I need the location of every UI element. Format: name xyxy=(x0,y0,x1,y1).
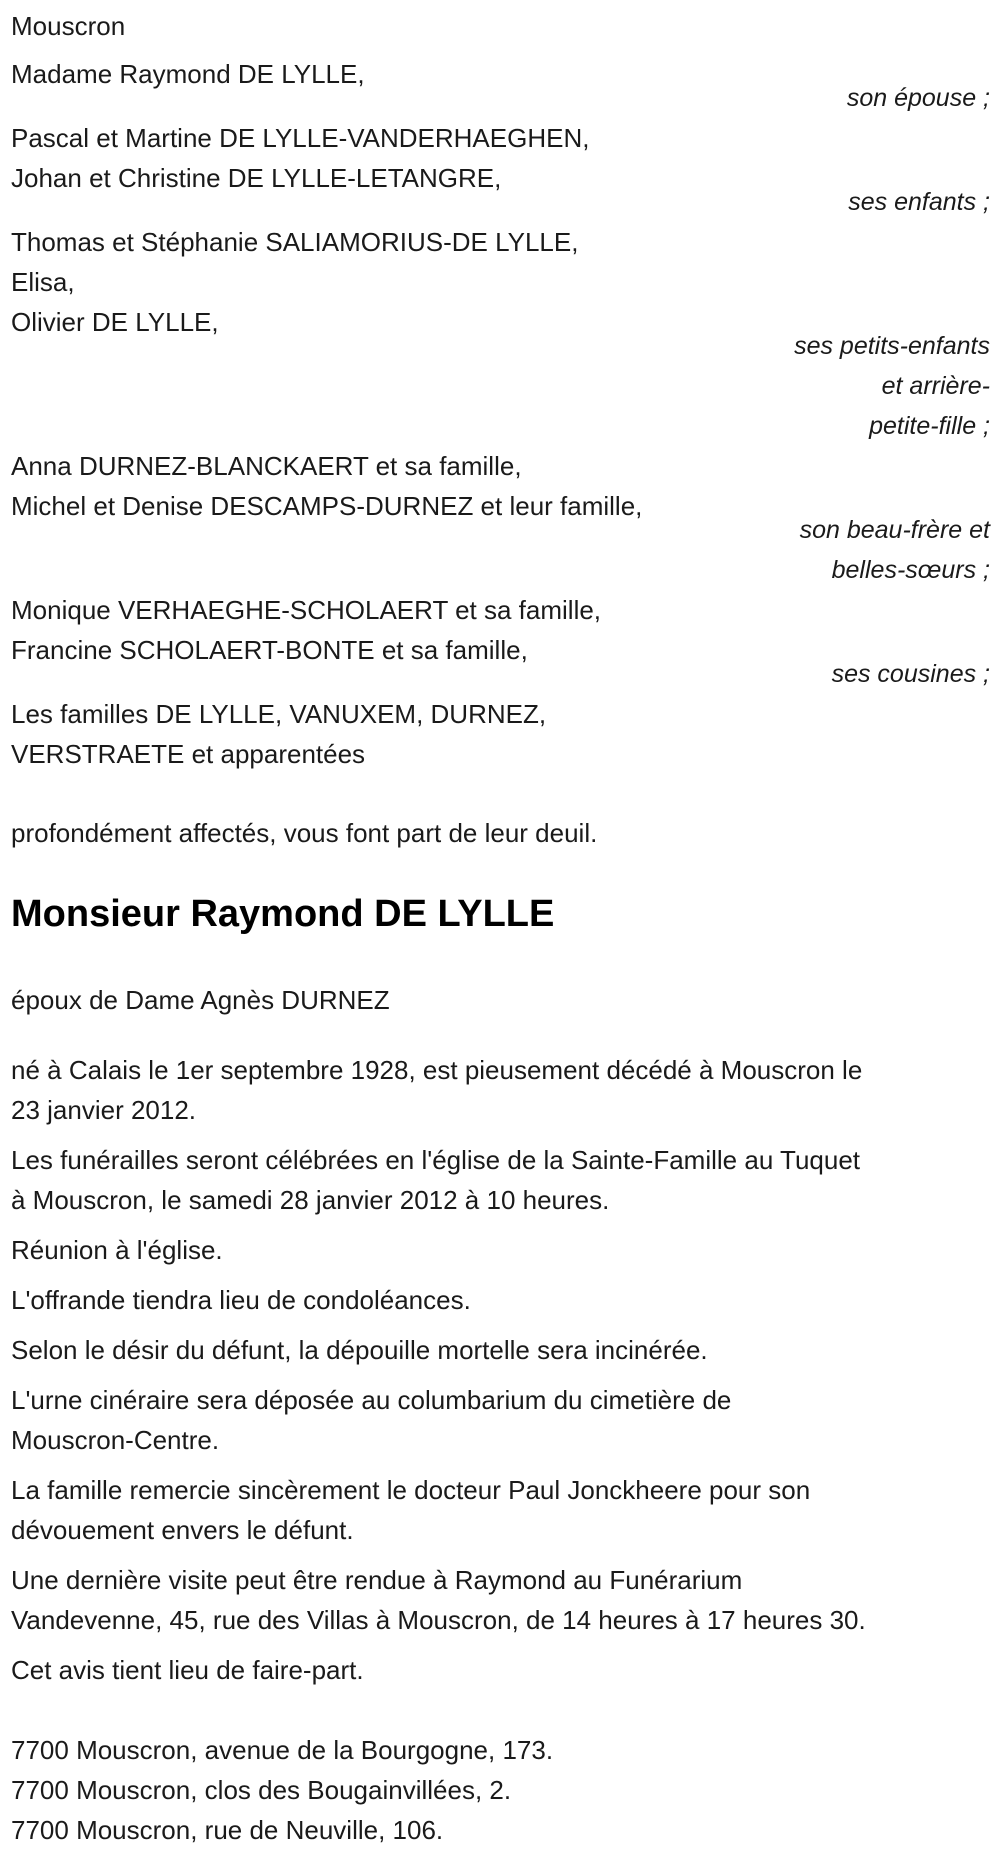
address: 7700 Mouscron, avenue de la Bourgogne, 173. xyxy=(11,1735,554,1765)
detail-paragraph xyxy=(11,1280,990,1320)
place: Mouscron xyxy=(11,11,126,41)
announcement: profondément affectés, vous font part de leur deuil. xyxy=(11,818,598,848)
detail-paragraph xyxy=(11,1140,990,1220)
family-member: Madame Raymond DE LYLLE, xyxy=(11,59,365,89)
address: 7700 Mouscron, clos des Bougainvillées, 2. xyxy=(11,1775,512,1805)
address: 7700 Mouscron, rue de Neuville, 106. xyxy=(11,1815,444,1845)
relation-line: et arrière- xyxy=(881,372,990,400)
family-member: Francine SCHOLAERT-BONTE et sa famille, xyxy=(11,635,528,665)
relation-line: ses enfants ; xyxy=(848,188,990,216)
paragraph-line: Les funérailles seront célébrées en l'église de la Sainte-Famille au Tuquet xyxy=(11,1145,861,1175)
deceased-name: Monsieur Raymond DE LYLLE xyxy=(11,893,555,935)
detail-paragraph xyxy=(11,1380,990,1460)
family-member: Anna DURNEZ-BLANCKAERT et sa famille, xyxy=(11,451,522,481)
relation-line: son beau-frère et xyxy=(799,516,990,544)
relation-line: ses petits-enfants xyxy=(794,332,990,360)
detail-paragraph xyxy=(11,1050,990,1130)
family-member: Olivier DE LYLLE, xyxy=(11,307,219,337)
families-block xyxy=(11,694,990,774)
paragraph-line: Selon le désir du défunt, la dépouille mortelle sera incinérée. xyxy=(11,1335,708,1365)
detail-paragraph xyxy=(11,1650,990,1690)
paragraph-line: à Mouscron, le samedi 28 janvier 2012 à 10 heures. xyxy=(11,1185,610,1215)
family-group xyxy=(11,118,990,222)
paragraph-line: L'offrande tiendra lieu de condoléances. xyxy=(11,1285,471,1315)
family-member: Johan et Christine DE LYLLE-LETANGRE, xyxy=(11,163,502,193)
families-line: VERSTRAETE et apparentées xyxy=(11,739,366,769)
addresses xyxy=(11,1730,990,1850)
relation-line: son épouse ; xyxy=(846,84,990,112)
paragraph-line: Vandevenne, 45, rue des Villas à Mouscron, de 14 heures à 17 heures 30. xyxy=(11,1605,866,1635)
family-member: Elisa, xyxy=(11,267,75,297)
family-group xyxy=(11,446,990,590)
paragraph-line: 23 janvier 2012. xyxy=(11,1095,197,1125)
family-groups xyxy=(11,54,990,694)
relation-line: ses cousines ; xyxy=(831,660,990,688)
relation-label xyxy=(11,326,990,446)
detail-paragraph xyxy=(11,1330,990,1370)
paragraph-line: L'urne cinéraire sera déposée au columbarium du cimetière de xyxy=(11,1385,732,1415)
paragraph-line: Une dernière visite peut être rendue à Raymond au Funérarium xyxy=(11,1565,743,1595)
paragraph-line: dévouement envers le défunt. xyxy=(11,1515,354,1545)
relation-line: belles-sœurs ; xyxy=(831,556,990,584)
detail-paragraph xyxy=(11,1470,990,1550)
family-group xyxy=(11,590,990,694)
families-line: Les familles DE LYLLE, VANUXEM, DURNEZ, xyxy=(11,699,547,729)
paragraph-line: Mouscron-Centre. xyxy=(11,1425,220,1455)
paragraph-line: né à Calais le 1er septembre 1928, est pieusement décédé à Mouscron le xyxy=(11,1055,863,1085)
spouse-line: époux de Dame Agnès DURNEZ xyxy=(11,985,390,1015)
family-group xyxy=(11,222,990,446)
paragraph-line: La famille remercie sincèrement le docteur Paul Jonckheere pour son xyxy=(11,1475,811,1505)
relation-line: petite-fille ; xyxy=(869,412,990,440)
detail-paragraph xyxy=(11,1230,990,1270)
family-member: Thomas et Stéphanie SALIAMORIUS-DE LYLLE, xyxy=(11,227,579,257)
family-member: Michel et Denise DESCAMPS-DURNEZ et leur famille, xyxy=(11,491,643,521)
paragraph-line: Cet avis tient lieu de faire-part. xyxy=(11,1655,364,1685)
family-member: Pascal et Martine DE LYLLE-VANDERHAEGHEN, xyxy=(11,123,590,153)
details xyxy=(11,1050,990,1690)
family-member: Monique VERHAEGHE-SCHOLAERT et sa famille, xyxy=(11,595,602,625)
detail-paragraph xyxy=(11,1560,990,1640)
paragraph-line: Réunion à l'église. xyxy=(11,1235,223,1265)
family-group xyxy=(11,54,990,118)
